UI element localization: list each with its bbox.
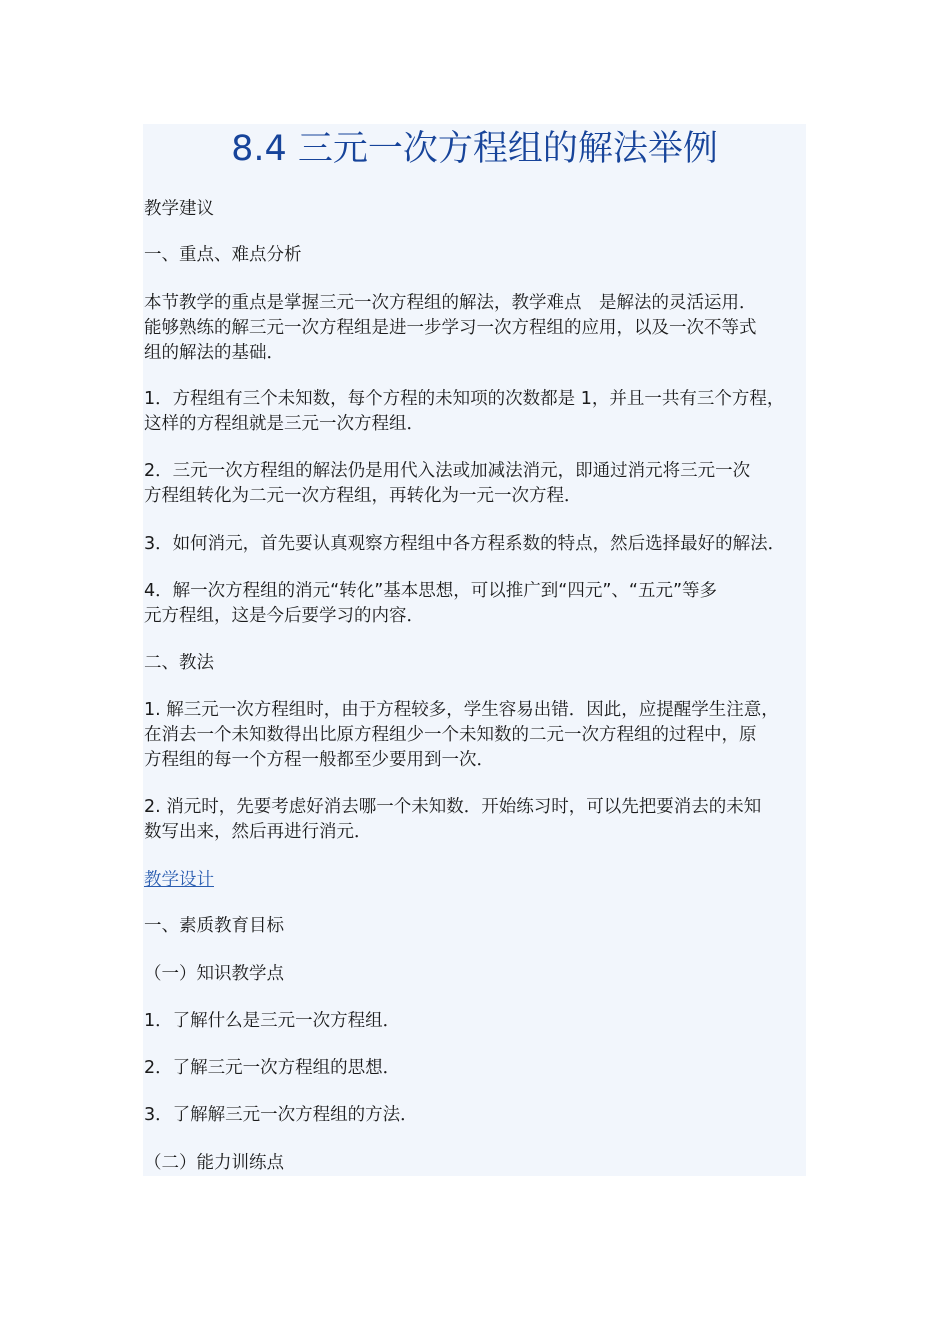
list-item-point-3	[144, 532, 814, 557]
text-line: 一、重点、难点分析	[144, 245, 302, 265]
text-line: 能够熟练的解三元一次方程组是进一步学习一次方程组的应用，以及一次不等式	[144, 318, 757, 338]
text-line: 一、素质教育目标	[144, 916, 284, 936]
teaching-design-link-paragraph	[144, 868, 814, 893]
text-line: 这样的方程组就是三元一次方程组．	[144, 414, 424, 434]
section-heading-quality-goals	[144, 914, 814, 939]
text-line: 组的解法的基础．	[144, 343, 284, 363]
subheading-knowledge-points	[144, 962, 814, 987]
text-line: 1. 解三元一次方程组时，由于方程较多，学生容易出错．因此，应提醒学生注意，	[144, 700, 779, 720]
text-line: 2. 消元时，先要考虑好消去哪一个未知数．开始练习时，可以先把要消去的未知	[144, 797, 762, 817]
text-line: 本节教学的重点是掌握三元一次方程组的解法，教学难点 是解法的灵活运用．	[144, 293, 757, 313]
section-heading-teaching-method	[144, 651, 814, 676]
text-line: 教学建议	[144, 199, 214, 219]
list-item-method-2	[144, 795, 814, 845]
text-line: 1．方程组有三个未知数，每个方程的未知项的次数都是 1，并且一共有三个方程，	[144, 389, 785, 409]
section-heading-teaching-suggestions	[144, 197, 814, 222]
text-line: 数写出来，然后再进行消元．	[144, 822, 372, 842]
document-title: 8.4 三元一次方程组的解法举例	[231, 129, 718, 169]
text-line: 3．如何消元，首先要认真观察方程组中各方程系数的特点，然后选择最好的解法．	[144, 534, 786, 554]
list-item-method-1	[144, 698, 814, 773]
text-line: 2．三元一次方程组的解法仍是用代入法或加减法消元，即通过消元将三元一次	[144, 461, 751, 481]
text-line: （一）知识教学点	[144, 964, 284, 984]
list-item-point-1	[144, 387, 814, 437]
text-line: 3．了解解三元一次方程组的方法．	[144, 1105, 418, 1125]
section-heading-key-points	[144, 243, 814, 268]
text-line: 元方程组，这是今后要学习的内容．	[144, 606, 424, 626]
text-line: 方程组转化为二元一次方程组，再转化为一元一次方程．	[144, 486, 582, 506]
text-line: 4．解一次方程组的消元“转化”基本思想，可以推广到“四元”、“五元”等多	[144, 581, 718, 601]
list-item-knowledge-2	[144, 1056, 814, 1081]
list-item-point-4	[144, 579, 814, 629]
text-line: 1．了解什么是三元一次方程组．	[144, 1011, 401, 1031]
text-line: 二、教法	[144, 653, 214, 673]
teaching-design-link[interactable]: 教学设计	[144, 870, 214, 890]
text-line: 2．了解三元一次方程组的思想．	[144, 1058, 401, 1078]
text-line: 方程组的每一个方程一般都至少要用到一次．	[144, 750, 494, 770]
text-line: 在消去一个未知数得出比原方程组少一个未知数的二元一次方程组的过程中，原	[144, 725, 757, 745]
list-item-knowledge-1	[144, 1009, 814, 1034]
subheading-ability-points	[144, 1151, 814, 1176]
list-item-point-2	[144, 459, 814, 509]
text-line: （二）能力训练点	[144, 1153, 284, 1173]
paragraph-key-points	[144, 291, 814, 366]
list-item-knowledge-3	[144, 1103, 814, 1128]
